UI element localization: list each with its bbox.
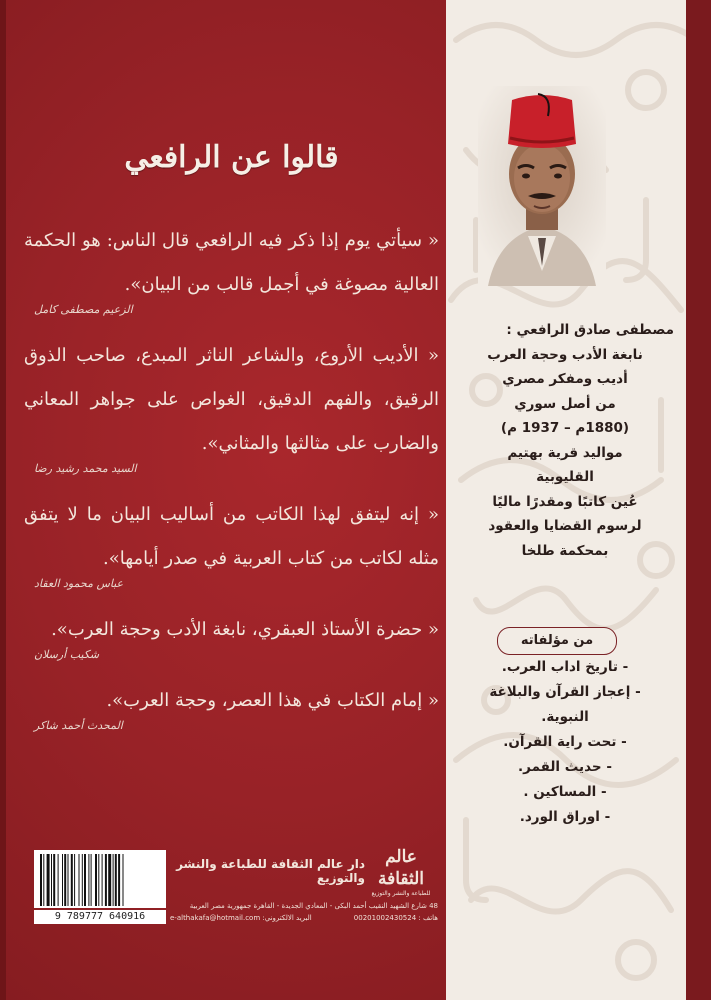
barcode-bar xyxy=(113,854,114,906)
barcode-bar xyxy=(79,854,80,906)
barcode-bars xyxy=(34,850,166,908)
bio-line: من أصل سوري xyxy=(514,395,616,412)
barcode xyxy=(34,850,166,908)
quote-text: « الأديب الأروع، والشاعر الناثر المبدع، صاحب الذوق الرقيق، والفهم الدقيق، الغواص على جواهر المعاني والضارب على مثالثها والمثاني». xyxy=(24,345,439,454)
bio-line: بمحكمة طلخا xyxy=(521,542,609,559)
quote-author: عباس محمود العقاد xyxy=(34,577,124,590)
publisher-logo xyxy=(368,846,434,897)
quotes-section xyxy=(24,140,439,750)
quote-author: شكيب أرسلان xyxy=(34,648,100,661)
works-item: النبوية. xyxy=(541,709,589,725)
barcode-bar xyxy=(98,854,99,906)
bio-line: لرسوم القضايا والعقود xyxy=(488,518,642,534)
works-item: - حديث القمر. xyxy=(518,759,612,775)
works-list xyxy=(456,655,674,830)
bio-line: نابغة الأدب وحجة العرب xyxy=(487,346,643,363)
barcode-bar xyxy=(62,854,63,906)
barcode-bar xyxy=(88,854,89,906)
quote-author: الزعيم مصطفى كامل xyxy=(34,303,133,316)
quotes-title: قالوا عن الرافعي xyxy=(124,140,339,175)
quote-text: « إنه ليتفق لهذا الكاتب من أساليب البيان ما لا يتفق مثله لكاتب من كتاب العربية في صدر أيامها». xyxy=(24,504,439,569)
barcode-bar xyxy=(95,854,97,906)
barcode-bar xyxy=(64,854,66,906)
bio-line: مواليد قرية بهتيم xyxy=(507,444,623,461)
quote-author: المحدث أحمد شاكر xyxy=(34,719,123,732)
barcode-bar xyxy=(105,854,107,906)
quote-author: السيد محمد رشيد رضا xyxy=(34,462,137,475)
author-portrait xyxy=(478,86,606,286)
email-label: البريد الالكتروني: xyxy=(262,914,312,922)
phone-label: هاتف : xyxy=(418,914,438,922)
works-item: - المساكين . xyxy=(523,784,607,800)
bio-line: عُين كاتبًا ومقدرًا ماليًا xyxy=(492,493,638,510)
barcode-bar xyxy=(74,854,75,906)
barcode-bar xyxy=(118,854,120,906)
barcode-bar xyxy=(53,854,55,906)
publisher-logo-text: عالم الثقافة xyxy=(377,847,425,889)
publisher-address-block xyxy=(170,900,438,924)
phone-number: 00201002430524 xyxy=(353,914,417,922)
publisher-logo-subtext: للطباعة والنشر والتوزيع xyxy=(371,890,431,897)
publisher-contact xyxy=(170,912,438,924)
author-name: مصطفى صادق الرافعي : xyxy=(506,322,674,338)
publisher-address: 48 شارع الشهيد النقيب أحمد البكى - المعادي الجديدة - القاهرة جمهورية مصر العربية xyxy=(189,902,438,910)
works-item: - اوراق الورد. xyxy=(519,809,611,825)
publisher-name: دار عالم الثقافة للطباعة والنشر والتوزيع xyxy=(176,857,365,885)
quote-text: « إمام الكتاب في هذا العصر، وحجة العرب». xyxy=(106,690,439,711)
barcode-bar xyxy=(115,854,117,906)
barcode-bar xyxy=(47,854,50,906)
barcode-bar xyxy=(84,854,86,906)
barcode-bar xyxy=(123,854,124,906)
quote-text: « حضرة الأستاذ العبقري، نابغة الأدب وحجة العرب». xyxy=(51,619,439,640)
cover-edge-right xyxy=(686,0,711,1000)
works-item: - تحت راية القرآن. xyxy=(503,734,627,750)
barcode-bar xyxy=(102,854,103,906)
quote-text: « سيأتي يوم إذا ذكر فيه الرافعي قال الناس: هو الحكمة العالية مصوغة في أجمل قالب من البيان». xyxy=(24,230,439,295)
bio-line: القليوبية xyxy=(536,469,594,485)
barcode-bar xyxy=(68,854,69,906)
barcode-bar xyxy=(108,854,111,906)
works-item: - إعجاز القرآن والبلاغة xyxy=(489,684,641,700)
bio-line: (1880م – 1937 م) xyxy=(500,420,630,436)
email-address: e-althakafa@hotmail.com xyxy=(170,914,261,922)
bio-line: أديب ومفكر مصري xyxy=(502,371,628,387)
barcode-bar xyxy=(91,854,92,906)
barcode-number: 9 789777 640916 xyxy=(34,910,166,924)
author-bio xyxy=(456,318,674,563)
barcode-bar xyxy=(58,854,59,906)
cover-edge xyxy=(0,0,6,1000)
barcode-bar xyxy=(71,854,73,906)
works-item: - تاريخ اداب العرب. xyxy=(501,659,629,675)
barcode-bar xyxy=(43,854,44,906)
barcode-bar xyxy=(51,854,52,906)
barcode-bar xyxy=(82,854,83,906)
barcode-bar xyxy=(40,854,42,906)
works-heading: من مؤلفاته xyxy=(497,627,617,655)
